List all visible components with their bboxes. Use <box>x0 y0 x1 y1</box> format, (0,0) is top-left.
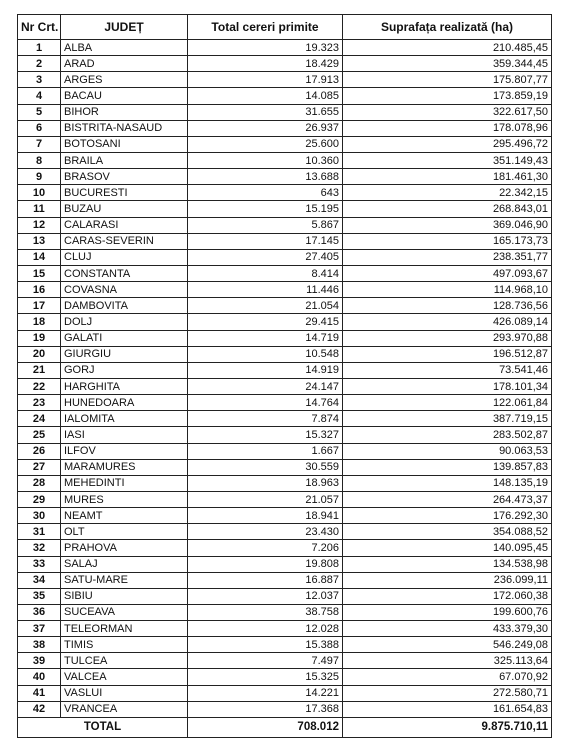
cell-cereri: 18.941 <box>188 508 343 524</box>
table-row <box>18 475 552 491</box>
cell-judet: IASI <box>61 427 188 443</box>
cell-judet: SATU-MARE <box>61 572 188 588</box>
cell-suprafata: 148.135,19 <box>343 475 552 491</box>
table-row <box>18 152 552 168</box>
table-row <box>18 265 552 281</box>
cell-suprafata: 196.512,87 <box>343 346 552 362</box>
table-row <box>18 185 552 201</box>
cell-nr: 21 <box>18 362 61 378</box>
table-row <box>18 362 552 378</box>
cell-judet: CLUJ <box>61 249 188 265</box>
table-row <box>18 556 552 572</box>
cell-cereri: 16.887 <box>188 572 343 588</box>
table-row <box>18 201 552 217</box>
cell-nr: 30 <box>18 508 61 524</box>
cell-cereri: 17.913 <box>188 72 343 88</box>
table-row <box>18 701 552 717</box>
cell-judet: CONSTANTA <box>61 265 188 281</box>
header-judet: JUDEȚ <box>61 15 188 40</box>
cell-nr: 34 <box>18 572 61 588</box>
table-row <box>18 40 552 56</box>
cell-cereri: 38.758 <box>188 604 343 620</box>
cell-suprafata: 165.173,73 <box>343 233 552 249</box>
cell-suprafata: 178.101,34 <box>343 378 552 394</box>
cell-suprafata: 210.485,45 <box>343 40 552 56</box>
cell-nr: 23 <box>18 395 61 411</box>
cell-judet: CARAS-SEVERIN <box>61 233 188 249</box>
cell-suprafata: 426.089,14 <box>343 314 552 330</box>
cell-nr: 42 <box>18 701 61 717</box>
table-row <box>18 233 552 249</box>
cell-suprafata: 264.473,37 <box>343 491 552 507</box>
cell-nr: 37 <box>18 621 61 637</box>
cell-cereri: 14.221 <box>188 685 343 701</box>
cell-nr: 12 <box>18 217 61 233</box>
cell-suprafata: 359.344,45 <box>343 56 552 72</box>
cell-cereri: 18.963 <box>188 475 343 491</box>
cell-nr: 14 <box>18 249 61 265</box>
cell-cereri: 15.327 <box>188 427 343 443</box>
cell-cereri: 19.808 <box>188 556 343 572</box>
cell-cereri: 7.874 <box>188 411 343 427</box>
cell-cereri: 8.414 <box>188 265 343 281</box>
cell-judet: VASLUI <box>61 685 188 701</box>
cell-judet: GALATI <box>61 330 188 346</box>
cell-suprafata: 387.719,15 <box>343 411 552 427</box>
cell-cereri: 29.415 <box>188 314 343 330</box>
cell-suprafata: 134.538,98 <box>343 556 552 572</box>
cell-suprafata: 293.970,88 <box>343 330 552 346</box>
cell-cereri: 31.655 <box>188 104 343 120</box>
cell-suprafata: 122.061,84 <box>343 395 552 411</box>
cell-suprafata: 22.342,15 <box>343 185 552 201</box>
cell-nr: 7 <box>18 136 61 152</box>
table-row <box>18 443 552 459</box>
cell-cereri: 15.195 <box>188 201 343 217</box>
cell-suprafata: 73.541,46 <box>343 362 552 378</box>
cell-cereri: 12.037 <box>188 588 343 604</box>
table-row <box>18 427 552 443</box>
cell-judet: HUNEDOARA <box>61 395 188 411</box>
table-row <box>18 136 552 152</box>
cell-nr: 4 <box>18 88 61 104</box>
cell-suprafata: 272.580,71 <box>343 685 552 701</box>
cell-judet: BISTRITA-NASAUD <box>61 120 188 136</box>
cell-nr: 19 <box>18 330 61 346</box>
cell-suprafata: 172.060,38 <box>343 588 552 604</box>
cell-judet: BACAU <box>61 88 188 104</box>
cell-judet: GIURGIU <box>61 346 188 362</box>
cell-judet: IALOMITA <box>61 411 188 427</box>
table-row <box>18 669 552 685</box>
table-row <box>18 540 552 556</box>
cell-judet: BUZAU <box>61 201 188 217</box>
table-header <box>18 15 552 40</box>
cell-judet: TIMIS <box>61 637 188 653</box>
cell-nr: 35 <box>18 588 61 604</box>
cell-cereri: 643 <box>188 185 343 201</box>
cell-judet: DAMBOVITA <box>61 298 188 314</box>
header-row <box>18 15 552 40</box>
cell-suprafata: 238.351,77 <box>343 249 552 265</box>
cell-suprafata: 140.095,45 <box>343 540 552 556</box>
cell-judet: NEAMT <box>61 508 188 524</box>
cell-judet: SIBIU <box>61 588 188 604</box>
cell-cereri: 14.719 <box>188 330 343 346</box>
cell-judet: GORJ <box>61 362 188 378</box>
cell-suprafata: 497.093,67 <box>343 265 552 281</box>
cell-suprafata: 283.502,87 <box>343 427 552 443</box>
cell-judet: ARAD <box>61 56 188 72</box>
cell-judet: PRAHOVA <box>61 540 188 556</box>
cell-nr: 28 <box>18 475 61 491</box>
cell-suprafata: 322.617,50 <box>343 104 552 120</box>
table-body <box>18 40 552 718</box>
cell-cereri: 26.937 <box>188 120 343 136</box>
cell-cereri: 21.057 <box>188 491 343 507</box>
cell-suprafata: 114.968,10 <box>343 282 552 298</box>
cell-nr: 39 <box>18 653 61 669</box>
cell-suprafata: 175.807,77 <box>343 72 552 88</box>
cell-cereri: 12.028 <box>188 621 343 637</box>
cell-judet: ILFOV <box>61 443 188 459</box>
cell-nr: 13 <box>18 233 61 249</box>
cell-cereri: 13.688 <box>188 169 343 185</box>
cell-suprafata: 295.496,72 <box>343 136 552 152</box>
table-row <box>18 314 552 330</box>
table-row <box>18 653 552 669</box>
cell-nr: 32 <box>18 540 61 556</box>
cell-nr: 36 <box>18 604 61 620</box>
cell-nr: 10 <box>18 185 61 201</box>
cell-judet: VALCEA <box>61 669 188 685</box>
cell-nr: 33 <box>18 556 61 572</box>
cell-suprafata: 139.857,83 <box>343 459 552 475</box>
cell-cereri: 27.405 <box>188 249 343 265</box>
cell-suprafata: 178.078,96 <box>343 120 552 136</box>
table-row <box>18 282 552 298</box>
cell-nr: 20 <box>18 346 61 362</box>
cell-nr: 25 <box>18 427 61 443</box>
cell-judet: MEHEDINTI <box>61 475 188 491</box>
cell-nr: 38 <box>18 637 61 653</box>
cell-nr: 27 <box>18 459 61 475</box>
cell-nr: 26 <box>18 443 61 459</box>
cell-judet: MURES <box>61 491 188 507</box>
table-row <box>18 56 552 72</box>
cell-cereri: 5.867 <box>188 217 343 233</box>
cell-suprafata: 173.859,19 <box>343 88 552 104</box>
cell-suprafata: 90.063,53 <box>343 443 552 459</box>
cell-judet: ARGES <box>61 72 188 88</box>
cell-nr: 15 <box>18 265 61 281</box>
cell-cereri: 17.145 <box>188 233 343 249</box>
cell-cereri: 1.667 <box>188 443 343 459</box>
cell-cereri: 10.548 <box>188 346 343 362</box>
table-row <box>18 120 552 136</box>
cell-cereri: 25.600 <box>188 136 343 152</box>
cell-nr: 17 <box>18 298 61 314</box>
table-row <box>18 604 552 620</box>
cell-judet: SALAJ <box>61 556 188 572</box>
cell-judet: BRAILA <box>61 152 188 168</box>
cell-suprafata: 128.736,56 <box>343 298 552 314</box>
county-data-table <box>17 14 552 738</box>
cell-nr: 18 <box>18 314 61 330</box>
cell-judet: BRASOV <box>61 169 188 185</box>
cell-nr: 22 <box>18 378 61 394</box>
cell-suprafata: 268.843,01 <box>343 201 552 217</box>
cell-cereri: 10.360 <box>188 152 343 168</box>
cell-suprafata: 433.379,30 <box>343 621 552 637</box>
table-row <box>18 411 552 427</box>
cell-suprafata: 181.461,30 <box>343 169 552 185</box>
cell-judet: DOLJ <box>61 314 188 330</box>
cell-nr: 11 <box>18 201 61 217</box>
cell-judet: MARAMURES <box>61 459 188 475</box>
table-row <box>18 395 552 411</box>
total-cereri: 708.012 <box>188 717 343 737</box>
total-suprafata: 9.875.710,11 <box>343 717 552 737</box>
header-cereri: Total cereri primite <box>188 15 343 40</box>
table-row <box>18 330 552 346</box>
total-label: TOTAL <box>18 717 188 737</box>
header-nr: Nr Crt. <box>18 15 61 40</box>
cell-nr: 5 <box>18 104 61 120</box>
table-row <box>18 621 552 637</box>
table-footer <box>18 717 552 737</box>
cell-nr: 6 <box>18 120 61 136</box>
cell-cereri: 7.206 <box>188 540 343 556</box>
cell-nr: 1 <box>18 40 61 56</box>
cell-suprafata: 369.046,90 <box>343 217 552 233</box>
cell-cereri: 15.388 <box>188 637 343 653</box>
cell-judet: COVASNA <box>61 282 188 298</box>
cell-cereri: 30.559 <box>188 459 343 475</box>
cell-cereri: 7.497 <box>188 653 343 669</box>
cell-cereri: 14.764 <box>188 395 343 411</box>
cell-cereri: 11.446 <box>188 282 343 298</box>
cell-judet: ALBA <box>61 40 188 56</box>
cell-cereri: 15.325 <box>188 669 343 685</box>
cell-cereri: 21.054 <box>188 298 343 314</box>
cell-judet: TELEORMAN <box>61 621 188 637</box>
cell-judet: OLT <box>61 524 188 540</box>
cell-suprafata: 161.654,83 <box>343 701 552 717</box>
table-row <box>18 104 552 120</box>
cell-suprafata: 67.070,92 <box>343 669 552 685</box>
cell-nr: 24 <box>18 411 61 427</box>
cell-suprafata: 325.113,64 <box>343 653 552 669</box>
table-row <box>18 378 552 394</box>
cell-cereri: 23.430 <box>188 524 343 540</box>
cell-nr: 31 <box>18 524 61 540</box>
cell-suprafata: 546.249,08 <box>343 637 552 653</box>
table-row <box>18 346 552 362</box>
cell-suprafata: 236.099,11 <box>343 572 552 588</box>
table-row <box>18 572 552 588</box>
cell-suprafata: 176.292,30 <box>343 508 552 524</box>
table-row <box>18 491 552 507</box>
table-row <box>18 298 552 314</box>
cell-judet: HARGHITA <box>61 378 188 394</box>
cell-nr: 16 <box>18 282 61 298</box>
cell-suprafata: 354.088,52 <box>343 524 552 540</box>
table-row <box>18 508 552 524</box>
cell-cereri: 14.085 <box>188 88 343 104</box>
cell-judet: TULCEA <box>61 653 188 669</box>
table-row <box>18 72 552 88</box>
table-row <box>18 459 552 475</box>
total-row <box>18 717 552 737</box>
cell-cereri: 18.429 <box>188 56 343 72</box>
table-row <box>18 685 552 701</box>
cell-nr: 3 <box>18 72 61 88</box>
table-row <box>18 88 552 104</box>
cell-cereri: 19.323 <box>188 40 343 56</box>
cell-nr: 8 <box>18 152 61 168</box>
cell-judet: BUCURESTI <box>61 185 188 201</box>
cell-cereri: 17.368 <box>188 701 343 717</box>
cell-suprafata: 351.149,43 <box>343 152 552 168</box>
table-row <box>18 169 552 185</box>
table-row <box>18 249 552 265</box>
cell-nr: 29 <box>18 491 61 507</box>
cell-nr: 41 <box>18 685 61 701</box>
cell-cereri: 14.919 <box>188 362 343 378</box>
table-row <box>18 637 552 653</box>
table-row <box>18 588 552 604</box>
cell-judet: BOTOSANI <box>61 136 188 152</box>
cell-judet: VRANCEA <box>61 701 188 717</box>
table-row <box>18 217 552 233</box>
cell-suprafata: 199.600,76 <box>343 604 552 620</box>
cell-judet: SUCEAVA <box>61 604 188 620</box>
header-suprafata: Suprafața realizată (ha) <box>343 15 552 40</box>
cell-nr: 40 <box>18 669 61 685</box>
cell-nr: 9 <box>18 169 61 185</box>
cell-cereri: 24.147 <box>188 378 343 394</box>
table-row <box>18 524 552 540</box>
cell-nr: 2 <box>18 56 61 72</box>
cell-judet: BIHOR <box>61 104 188 120</box>
cell-judet: CALARASI <box>61 217 188 233</box>
